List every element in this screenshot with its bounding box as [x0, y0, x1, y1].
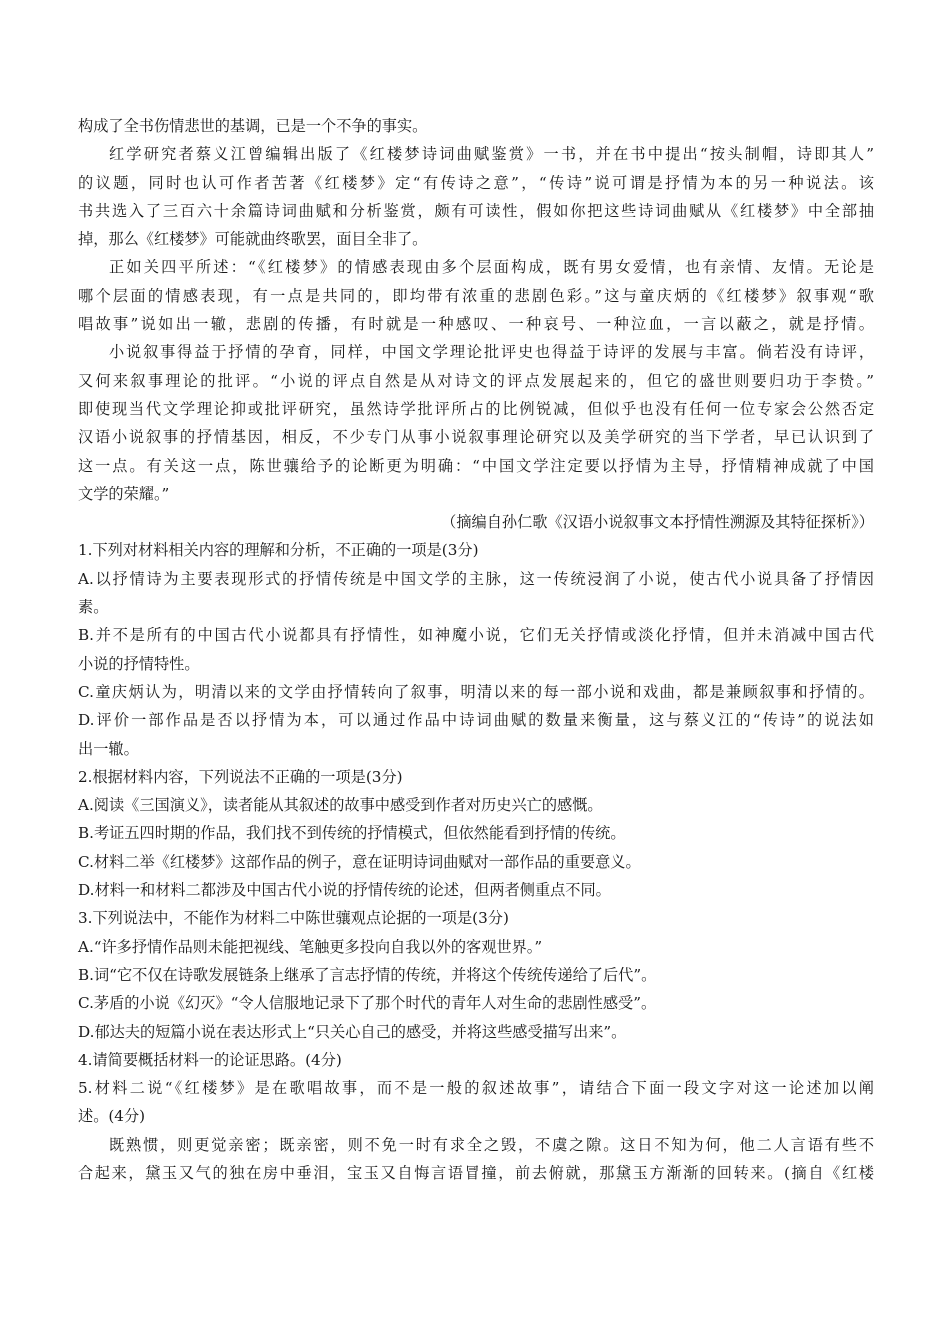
question-2-option-c: C.材料二举《红楼梦》这部作品的例子，意在证明诗词曲赋对一部作品的重要意义。 [78, 852, 641, 871]
text-line: 构成了全书伤情悲世的基调，已是一个不争的事实。 [78, 117, 428, 135]
question-3-option-b: B.词“它不仅在诗歌发展链条上继承了言志抒情的传统，并将这个传统传递给了后代”。 [78, 965, 657, 984]
text-line: 即使现当代文学理论抑或批评研究，虽然诗学批评所占的比例锐减，但似乎也没有任何一位专家会公然否定 [78, 399, 874, 418]
question-1-option-a [78, 565, 874, 622]
text-line: 小说叙事得益于抒情的孕育，同样，中国文学理论批评史也得益于诗评的发展与丰富。倘若没有诗评， [109, 343, 874, 362]
paragraph-cai-yijiang [78, 140, 874, 253]
question-2-option-a: A.阅读《三国演义》，读者能从其叙述的故事中感受到作者对历史兴亡的感慨。 [78, 796, 603, 815]
text-line: 述。(4分) [78, 1107, 146, 1126]
question-1-option-c: C.童庆炳认为，明清以来的文学由抒情转向了叙事，明清以来的每一部小说和戏曲，都是兼顾叙事和抒情的。 [78, 682, 874, 701]
questions-section [78, 536, 874, 1130]
question-2-option-d: D.材料一和材料二都涉及中国古代小说的抒情传统的论述，但两者侧重点不同。 [78, 881, 611, 900]
text-line: 掉，那么《红楼梦》可能就曲终歌罢，面目全非了。 [78, 230, 428, 249]
paragraph-guan-siping [78, 253, 874, 338]
text-line: 唱故事”说如出一辙，悲剧的传播，有时就是一种感叹、一种哀号、一种泣血，一言以蔽之，就是抒情。 [78, 315, 874, 334]
text-line: 出一辙。 [78, 739, 139, 758]
document-page [78, 112, 874, 1187]
text-line: 书共选入了三百六十余篇诗词曲赋和分析鉴赏，颇有可读性，假如你把这些诗词曲赋从《红楼梦》中全部抽 [78, 201, 874, 220]
source-citation: （摘编自孙仁歌《汉语小说叙事文本抒情性溯源及其特征探析》） [441, 513, 874, 532]
paragraph-narrative-lyric [78, 338, 874, 508]
text-line: 文学的荣耀。” [78, 484, 170, 503]
text-line: 小说的抒情特性。 [78, 654, 200, 673]
question-1-option-d [78, 706, 874, 763]
text-line: 5.材料二说“《红楼梦》是在歌唱故事，而不是一般的叙述故事”，请结合下面一段文字对这一论述加以阐 [78, 1079, 874, 1098]
question-3-option-a: A.“许多抒情作品则未能把视线、笔触更多投向自我以外的客观世界。” [78, 937, 543, 956]
text-line: A.以抒情诗为主要表现形式的抒情传统是中国文学的主脉，这一传统浸润了小说，使古代小说具备了抒情因 [78, 569, 874, 588]
text-line: 的议题，同时也认可作者苦著《红楼梦》定“有传诗之意”，“传诗”说可谓是抒情为本的另一种说法。该 [78, 173, 874, 192]
excerpt-passage [78, 1131, 874, 1188]
text-line: B.并不是所有的中国古代小说都具有抒情性，如神魔小说，它们无关抒情或淡化抒情，但并未消减中国古代 [78, 626, 874, 645]
question-1-stem: 1.下列对材料相关内容的理解和分析，不正确的一项是(3分) [78, 541, 479, 560]
question-2-option-b: B.考证五四时期的作品，我们找不到传统的抒情模式，但依然能看到抒情的传统。 [78, 824, 626, 843]
text-line: 既熟惯，则更觉亲密；既亲密，则不免一时有求全之毁，不虞之隙。这日不知为何，他二人言语有些不 [109, 1135, 874, 1154]
text-line: 正如关四平所述：“《红楼梦》的情感表现由多个层面构成，既有男女爱情，也有亲情、友情。无论是 [109, 258, 874, 277]
question-1-option-b [78, 621, 874, 678]
question-4-stem: 4.请简要概括材料一的论证思路。(4分) [78, 1050, 342, 1069]
question-3-stem: 3.下列说法中，不能作为材料二中陈世骧观点论据的一项是(3分) [78, 909, 509, 928]
text-line: D.评价一部作品是否以抒情为本，可以通过作品中诗词曲赋的数量来衡量，这与蔡义江的“传诗”的说法如 [78, 711, 874, 730]
text-line: 红学研究者蔡义江曾编辑出版了《红楼梦诗词曲赋鉴赏》一书，并在书中提出“按头制帽，诗即其人” [109, 145, 874, 164]
reading-material [78, 112, 874, 536]
text-line: 又何来叙事理论的批评。“小说的评点自然是从对诗文的评点发展起来的，但它的盛世则要归功于李贽。” [78, 371, 874, 390]
question-3-option-c: C.茅盾的小说《幻灭》“令人信服地记录下了那个时代的青年人对生命的悲剧性感受”。 [78, 994, 657, 1013]
question-2-stem: 2.根据材料内容，下列说法不正确的一项是(3分) [78, 767, 403, 786]
text-line: 汉语小说叙事的抒情基因，相反，不少专门从事小说叙事理论研究以及美学研究的当下学者，早已认识到了 [78, 428, 874, 447]
paragraph-continuation [78, 112, 874, 140]
text-line: 合起来，黛玉又气的独在房中垂泪，宝玉又自悔言语冒撞，前去俯就，那黛玉方渐渐的回转来。(摘自《红楼 [78, 1163, 874, 1182]
question-5-stem [78, 1074, 874, 1131]
question-3-option-d: D.郁达夫的短篇小说在表达形式上“只关心自己的感受，并将这些感受描写出来”。 [78, 1022, 627, 1041]
text-line: 哪个层面的情感表现，有一点是共同的，即均带有浓重的悲剧色彩。”这与童庆炳的《红楼梦》叙事观“歌 [78, 286, 874, 305]
text-line: 这一点。有关这一点，陈世骧给予的论断更为明确：“中国文学注定要以抒情为主导，抒情精神成就了中国 [78, 456, 874, 475]
text-line: 素。 [78, 598, 109, 617]
